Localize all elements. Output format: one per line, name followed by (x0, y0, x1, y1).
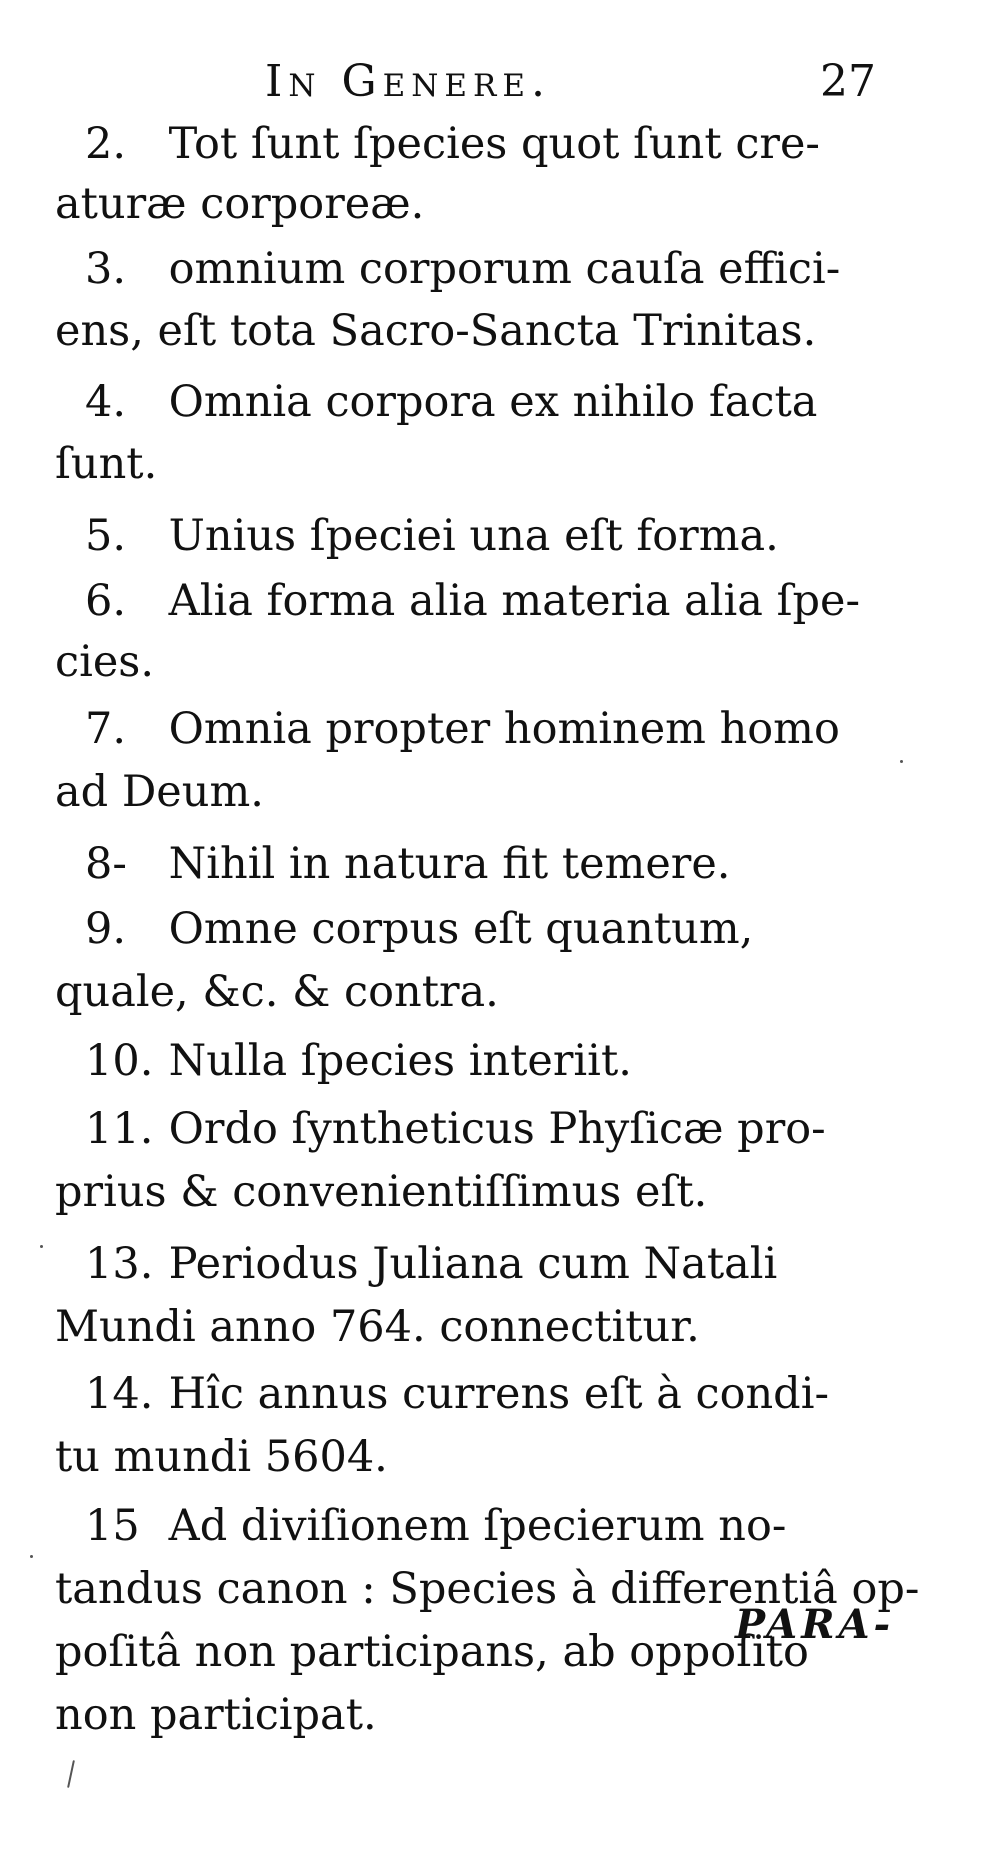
item-number: 11. (85, 1104, 154, 1154)
item-number: 2. (85, 119, 127, 169)
scan-mark (67, 1760, 75, 1788)
text-line (85, 1362, 905, 1426)
line-text: cies. (55, 637, 155, 687)
line-text: ad Deum. (55, 767, 264, 817)
line-text: Nulla ſpecies interiit. (168, 1036, 632, 1086)
line-text: Alia forma alia materia alia ſpe- (168, 576, 861, 626)
text-line (85, 237, 905, 301)
text-line (85, 1494, 905, 1558)
text-line (55, 299, 905, 363)
text-line (85, 112, 905, 176)
item-number: 8- (85, 839, 127, 889)
text-line (55, 1295, 905, 1359)
item-number: 3. (85, 244, 127, 294)
scan-speck (30, 1555, 33, 1558)
text-line (85, 370, 905, 434)
item-number: 10. (85, 1036, 154, 1086)
line-text: quale, &c. & contra. (55, 967, 499, 1017)
page-number: 27 (820, 56, 876, 107)
line-text: tu mundi 5604. (55, 1432, 388, 1482)
text-line (55, 1160, 905, 1224)
item-number: 14. (85, 1369, 154, 1419)
text-line (85, 569, 905, 633)
text-line (85, 1097, 905, 1161)
item-number: 13. (85, 1239, 154, 1289)
text-line (55, 432, 905, 496)
text-line (55, 960, 905, 1024)
line-text: aturæ corporeæ. (55, 179, 425, 229)
text-line (55, 1425, 905, 1489)
scan-speck (40, 1245, 43, 1248)
line-text: Omnia corpora ex nihilo facta (168, 377, 818, 427)
line-text: Hîc annus currens eſt à condi- (168, 1369, 829, 1419)
line-text: Omne corpus eſt quantum, (168, 904, 754, 954)
line-text: ſunt. (55, 439, 158, 489)
line-text: Omnia propter hominem homo (168, 704, 840, 754)
text-line (85, 1029, 905, 1093)
item-number: 6. (85, 576, 127, 626)
line-text: Periodus Juliana cum Natali (168, 1239, 778, 1289)
text-line (85, 1232, 905, 1296)
line-text: tandus canon : Species à differentiâ op- (55, 1564, 920, 1614)
line-text: Nihil in natura fit temere. (168, 839, 731, 889)
line-text: ens, eſt tota Sacro-Sancta Trinitas. (55, 306, 817, 356)
text-line (85, 697, 905, 761)
catchword: PARA- (735, 1601, 895, 1648)
running-head (0, 52, 1000, 112)
text-line (85, 832, 905, 896)
line-text: poſitâ non participans, ab oppoſito (55, 1627, 809, 1677)
line-text: Ad diviſionem ſpecierum no- (168, 1501, 787, 1551)
item-number: 9. (85, 904, 127, 954)
line-text: Mundi anno 764. connectitur. (55, 1302, 700, 1352)
text-line (85, 897, 905, 961)
line-text: Tot ſunt ſpecies quot ſunt cre- (168, 119, 820, 169)
item-number: 15 (85, 1501, 140, 1551)
line-text: prius & convenientiſſimus eſt. (55, 1167, 708, 1217)
line-text: non participat. (55, 1690, 377, 1740)
line-text: omnium corporum cauſa effici- (168, 244, 841, 294)
item-number: 4. (85, 377, 127, 427)
text-line (55, 1683, 905, 1747)
item-number: 5. (85, 511, 127, 561)
text-line (55, 630, 905, 694)
item-number: 7. (85, 704, 127, 754)
running-head-title: In Genere. (265, 56, 551, 107)
line-text: Unius ſpeciei una eſt forma. (168, 511, 779, 561)
scan-speck (900, 760, 903, 763)
line-text: Ordo ſyntheticus Phyſicæ pro- (168, 1104, 826, 1154)
text-line (55, 172, 905, 236)
text-line (55, 760, 905, 824)
text-line (85, 504, 905, 568)
